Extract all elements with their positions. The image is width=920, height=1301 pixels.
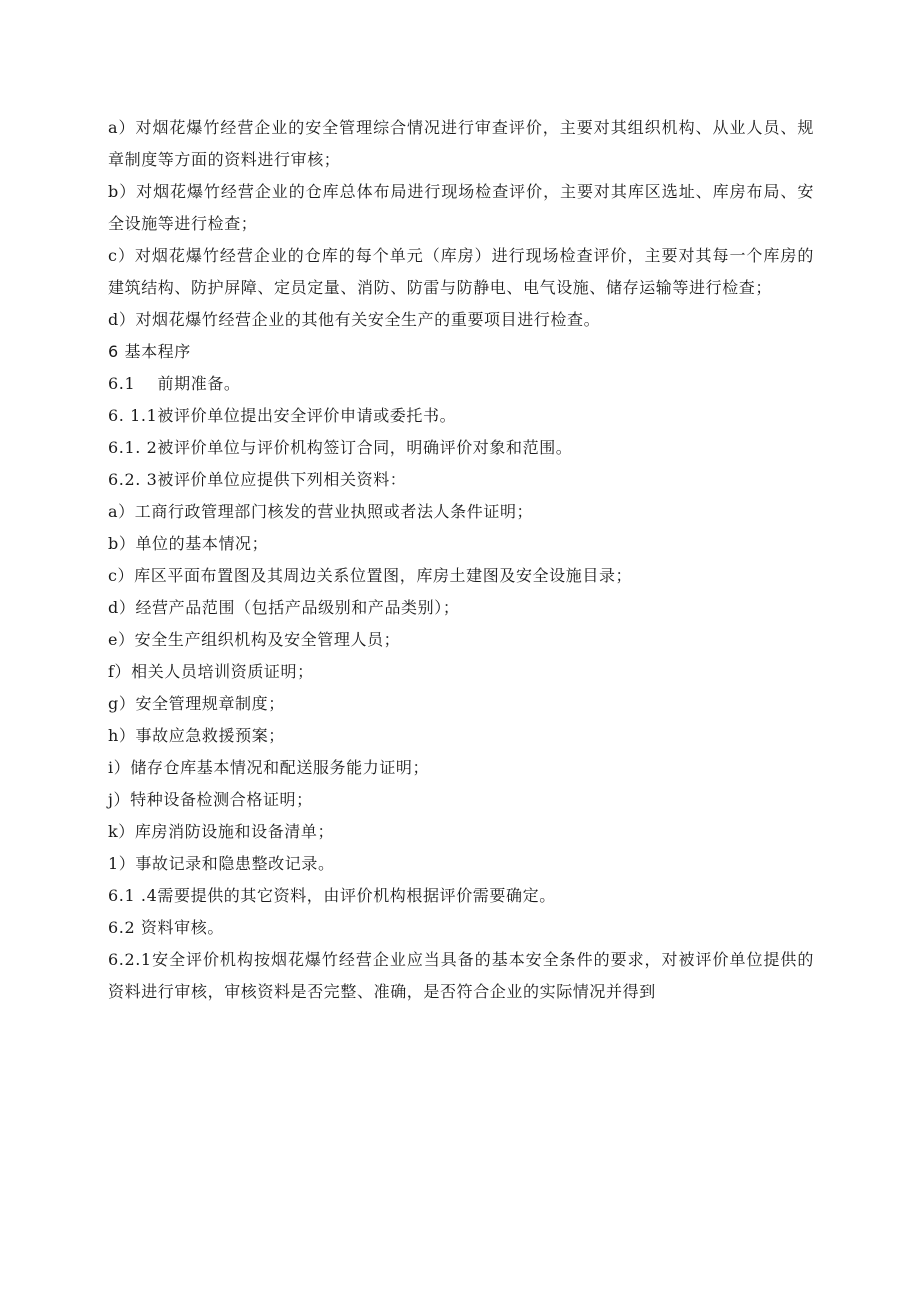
document-page	[108, 0, 814, 1008]
list-item-c: c）对烟花爆竹经营企业的仓库的每个单元（库房）进行现场检查评价，主要对其每一个库房的建筑结构、防护屏障、定员定量、消防、防雷与防静电、电气设施、储存运输等进行检查；	[108, 246, 814, 297]
list-item: j）特种设备检测合格证明；	[108, 790, 313, 809]
list-item: k）库房消防设施和设备清单；	[108, 822, 335, 841]
list-item: a）工商行政管理部门核发的营业执照或者法人条件证明；	[108, 502, 534, 521]
list-item: f）相关人员培训资质证明；	[108, 662, 314, 681]
clause-6-2-3: 6.2. 3被评价单位应提供下列相关资料：	[108, 470, 407, 489]
list-item: b）单位的基本情况；	[108, 534, 269, 553]
list-item-b: b）对烟花爆竹经营企业的仓库总体布局进行现场检查评价，主要对其库区选址、库房布局、安全设施等进行检查；	[108, 182, 814, 233]
clause-6-2-1: 6.2.1安全评价机构按烟花爆竹经营企业应当具备的基本安全条件的要求，对被评价单位提供的资料进行审核，审核资料是否完整、准确，是否符合企业的实际情况并得到	[108, 950, 814, 1001]
list-item: 1）事故记录和隐患整改记录。	[108, 854, 335, 873]
clause-6-1-4: 6.1 .4需要提供的其它资料，由评价机构根据评价需要确定。	[108, 886, 556, 905]
clause-6-1-1: 6. 1.1被评价单位提出安全评价申请或委托书。	[108, 406, 457, 425]
subsection-6-1: 6.1 前期准备。	[108, 374, 241, 393]
clause-6-1-2: 6.1. 2被评价单位与评价机构签订合同，明确评价对象和范围。	[108, 438, 573, 457]
list-item-a: a）对烟花爆竹经营企业的安全管理综合情况进行审查评价，主要对其组织机构、从业人员、规章制度等方面的资料进行审核；	[108, 118, 814, 169]
list-item: h）事故应急救援预案；	[108, 726, 285, 745]
list-item: e）安全生产组织机构及安全管理人员；	[108, 630, 401, 649]
list-item: c）库区平面布置图及其周边关系位置图，库房土建图及安全设施目录；	[108, 566, 633, 585]
section-heading-6: 6 基本程序	[108, 342, 191, 361]
list-item: i）储存仓库基本情况和配送服务能力证明；	[108, 758, 430, 777]
list-item: d）经营产品范围（包括产品级别和产品类别）；	[108, 598, 460, 617]
list-item-d: d）对烟花爆竹经营企业的其他有关安全生产的重要项目进行检查。	[108, 310, 601, 329]
list-item: g）安全管理规章制度；	[108, 694, 285, 713]
subsection-6-2: 6.2 资料审核。	[108, 918, 224, 937]
